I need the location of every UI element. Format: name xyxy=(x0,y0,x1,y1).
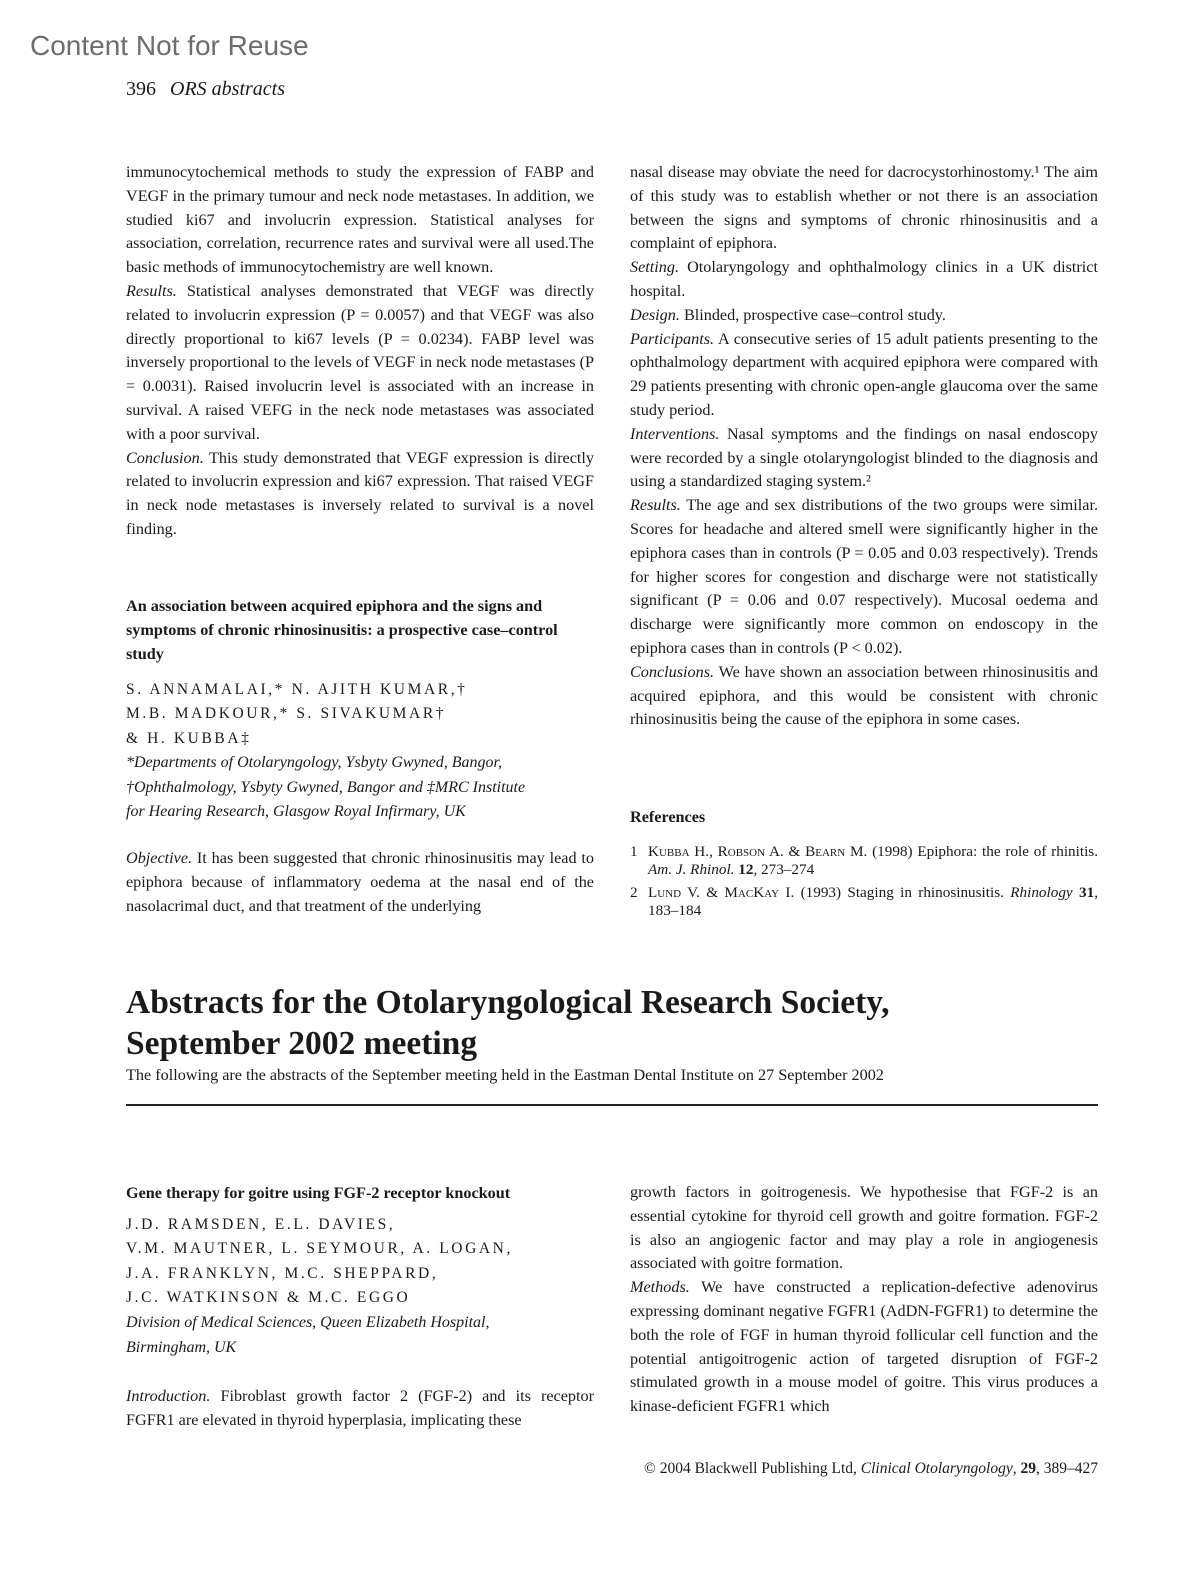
section-title-line: Abstracts for the Otolaryngological Research Society, xyxy=(126,984,890,1021)
abstract3-affiliation xyxy=(126,1311,489,1360)
paragraph: Methods. We have constructed a replication-defective adenovirus expressing dominant negative FGFR1 (AdDN-FGFR1) to determine the both the role of FGF in human thyroid follicular cell function and the potential antigoitrogenic action of targeted disruption of FGF-2 stimulated growth in a mouse model of goitre. This virus produces a kinase-deficient FGFR1 which xyxy=(630,1278,1098,1416)
section-title-line: September 2002 meeting xyxy=(126,1025,478,1062)
author-line: J.D. RAMSDEN, E.L. DAVIES, xyxy=(126,1216,396,1233)
paragraph: nasal disease may obviate the need for dacrocystorhinostomy.¹ The aim of this study was to establish whether or not there is an association between the signs and symptoms of chronic rhinosinusitis and a complaint of epiphora. xyxy=(630,163,1098,253)
affiliation-line: Division of Medical Sciences, Queen Elizabeth Hospital, xyxy=(126,1314,490,1331)
author-line: & H. KUBBA‡ xyxy=(126,729,252,747)
author-line: M.B. MADKOUR,* S. SIVAKUMAR† xyxy=(126,705,447,723)
section-title xyxy=(126,982,1106,1064)
abstract2-objective: Objective. It has been suggested that chronic rhinosinusitis may lead to epiphora because of inflammatory oedema at the nasal end of the nasolacrimal duct, and that treatment of the underlying xyxy=(126,849,594,915)
abstract2-title: An association between acquired epiphora and the signs and symptoms of chronic rhinosinusitis: a prospective case–control study xyxy=(126,597,558,663)
paragraph: Conclusions. We have shown an association between rhinosinusitis and acquired epiphora, and this would be consistent with chronic rhinosinusitis being the cause of the epiphora in some cases. xyxy=(630,662,1098,729)
reference-item: 2 Lund V. & MacKay I. (1993) Staging in rhinosinusitis. Rhinology 31, 183–184 xyxy=(630,884,1098,919)
author-line: J.C. WATKINSON & M.C. EGGO xyxy=(126,1288,411,1306)
paragraph: Participants. A consecutive series of 15 adult patients presenting to the ophthalmology department with acquired epiphora were compared with 29 patients presenting with chronic open-angle glaucoma over the same study period. xyxy=(630,329,1098,419)
running-head xyxy=(126,78,285,101)
references-list xyxy=(630,843,1098,925)
watermark: Content Not for Reuse xyxy=(30,30,309,61)
paragraph: Setting. Otolaryngology and ophthalmology clinics in a UK district hospital. xyxy=(630,258,1098,300)
author-line: S. ANNAMALAI,* N. AJITH KUMAR,† xyxy=(126,681,468,698)
abstract2-body xyxy=(630,161,1098,732)
paragraph: Conclusion. This study demonstrated that VEGF expression is directly related to involucrin expression and ki67 expression. That raised VEGF in neck node metastases is inversely related to survival is a novel finding. xyxy=(126,448,594,538)
author-line: V.M. MAUTNER, L. SEYMOUR, A. LOGAN, xyxy=(126,1240,513,1258)
footer-copyright: © 2004 Blackwell Publishing Ltd, Clinical Otolaryngology, 29, 389–427 xyxy=(644,1460,1098,1477)
references-heading: References xyxy=(630,808,706,826)
abstract3-authors xyxy=(126,1213,513,1310)
affiliation-line: †Ophthalmology, Ysbyty Gwyned, Bangor and ‡MRC Institute xyxy=(126,778,526,796)
abstract2-affiliation xyxy=(126,751,525,825)
affiliation-line: Birmingham, UK xyxy=(126,1338,237,1356)
paragraph: Results. The age and sex distributions of the two groups were similar. Scores for headache and altered smell were significantly higher in the epiphora cases than in controls (P = 0.05 and 0.03 respectively). Trends for higher scores for congestion and discharge were not statistically significant (P = 0.06 and 0.07 respectively). Mucosal oedema and discharge were significantly more common on endoscopy in the epiphora cases than in controls (P < 0.02). xyxy=(630,496,1098,657)
paragraph: Design. Blinded, prospective case–control study. xyxy=(630,305,946,324)
affiliation-line: for Hearing Research, Glasgow Royal Infirmary, UK xyxy=(126,803,466,820)
abstract1-body xyxy=(126,161,594,542)
abstract2-authors xyxy=(126,678,468,751)
paragraph: immunocytochemical methods to study the expression of FABP and VEGF in the primary tumour and neck node metastases. In addition, we studied ki67 and involucrin expression. Statistical analyses for association, correlation, recurrence rates and survival were all used.The basic methods of immunocytochemistry are well known. xyxy=(126,163,594,277)
abstract3-body xyxy=(630,1181,1098,1419)
affiliation-line: *Departments of Otolaryngology, Ysbyty Gwyned, Bangor, xyxy=(126,754,502,771)
reference-item: 1 Kubba H., Robson A. & Bearn M. (1998) Epiphora: the role of rhinitis. Am. J. Rhinol. 12, 273–274 xyxy=(630,843,1098,878)
paragraph: Results. Statistical analyses demonstrated that VEGF was directly related to involucrin expression (P = 0.0057) and that VEGF was also directly proportional to ki67 levels (P = 0.0234). FABP level was inversely proportional to the levels of VEGF in neck node metastases (P = 0.0031). Raised involucrin level is associated with an increase in survival. A raised VEFG in the neck node metastases was associated with a poor survival. xyxy=(126,281,594,443)
abstract3-introduction: Introduction. Fibroblast growth factor 2 (FGF-2) and its receptor FGFR1 are elevated in thyroid hyperplasia, implicating these xyxy=(126,1387,594,1429)
running-title: ORS abstracts xyxy=(170,78,285,100)
page-number: 396 xyxy=(126,78,156,100)
paragraph: growth factors in goitrogenesis. We hypothesise that FGF-2 is an essential cytokine for thyroid cell growth and goitre formation. FGF-2 is also an angiogenic factor and may play a role in angiogenesis associated with goitre formation. xyxy=(630,1183,1098,1273)
author-line: J.A. FRANKLYN, M.C. SHEPPARD, xyxy=(126,1264,439,1282)
divider xyxy=(126,1104,1098,1106)
abstract3-title: Gene therapy for goitre using FGF-2 receptor knockout xyxy=(126,1184,511,1202)
paragraph: Interventions. Nasal symptoms and the findings on nasal endoscopy were recorded by a single otolaryngologist blinded to the diagnosis and using a standardized staging system.² xyxy=(630,424,1098,491)
section-subtitle: The following are the abstracts of the September meeting held in the Eastman Dental Institute on 27 September 2002 xyxy=(126,1066,884,1084)
